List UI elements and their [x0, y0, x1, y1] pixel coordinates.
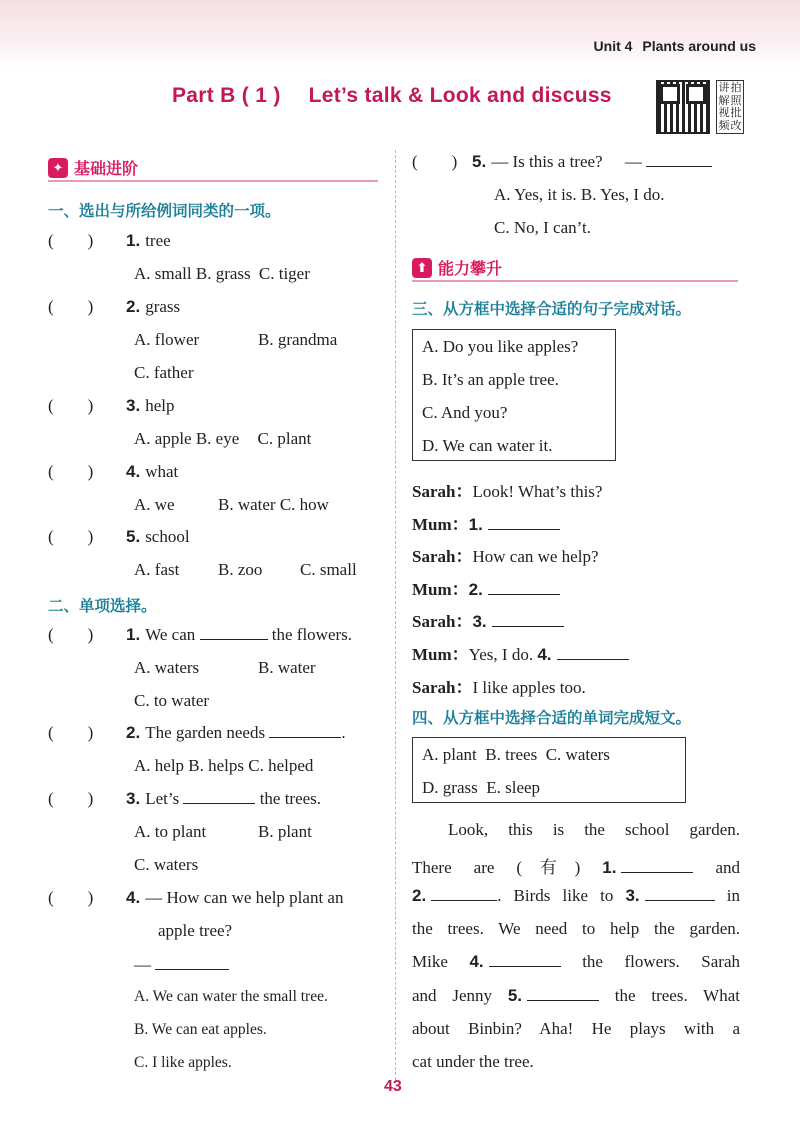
unit-label [594, 38, 756, 54]
q2-3: ( ) 3. Let’s the trees. [48, 789, 322, 808]
dialogue-line-3: Sarah：How can we help? [412, 547, 599, 566]
qr-code-icon[interactable] [656, 80, 710, 134]
passage-line-4: the trees. We need to help the garden. [412, 919, 740, 938]
unit-title: Plants around us [642, 38, 756, 54]
q2-2-options: A. help B. helps C. helped [134, 756, 314, 775]
passage-line-3: 2. . Birds like to 3. in [412, 886, 741, 905]
qr-caption: 讲拍解照视批频改 [716, 80, 744, 134]
q2-4-option-a: A. We can water the small tree. [134, 988, 328, 1005]
passage-line-2: There are (有) 1. and [412, 858, 741, 877]
section-1-title: 一、选出与所给例词同类的一项。 [48, 202, 281, 220]
passage-line-7: about Binbin? Aha! He plays with a [412, 1019, 740, 1038]
section-badge-basic: ✦ 基础进阶 [48, 156, 138, 179]
dialogue-line-6: Mum：Yes, I do. 4. [412, 640, 629, 665]
box-option-a: A. Do you like apples? [422, 337, 579, 356]
dialogue-line-7: Sarah：I like apples too. [412, 678, 586, 697]
q2-3-options: A. to plant B. plant [134, 822, 312, 841]
word-choice-box [412, 737, 686, 803]
q2-4-option-c: C. I like apples. [134, 1054, 232, 1071]
section-badge-ability: ⬆ 能力攀升 [412, 256, 502, 279]
section-4-title: 四、从方框中选择合适的单词完成短文。 [412, 709, 692, 727]
q2-5: ( ) 5. — Is this a tree? — [412, 152, 712, 172]
q1-3: ( ) 3. help [48, 396, 175, 415]
q1-2-options: A. flower B. grandma [134, 330, 338, 349]
q2-4-option-b: B. We can eat apples. [134, 1021, 267, 1038]
q2-4-line2: apple tree? [158, 921, 233, 940]
passage-line-8: cat under the tree. [412, 1052, 534, 1071]
lesson-name: Let’s talk & Look and discuss [308, 84, 612, 107]
dialogue-line-4: Mum：2. [412, 575, 560, 600]
word-box-row-1: A. plant B. trees C. waters [422, 745, 610, 764]
q1-2: ( ) 2. grass [48, 297, 181, 316]
q2-1-options: A. waters B. water [134, 658, 316, 677]
section-2-title: 二、单项选择。 [48, 597, 157, 615]
q1-5: ( ) 5. school [48, 527, 190, 546]
box-option-c: C. And you? [422, 403, 508, 422]
q1-5-options: A. fast B. zoo C. small [134, 560, 357, 579]
column-divider [395, 150, 396, 1080]
q2-1: ( ) 1. We can the flowers. [48, 625, 353, 644]
q1-2-option-c: C. father [134, 363, 194, 382]
part-label: Part B ( 1 ) [172, 84, 281, 107]
unit-number: Unit 4 [593, 38, 633, 54]
q1-1-options: A. small B. grass C. tiger [134, 264, 310, 283]
q1-4-options: A. we B. water C. how [134, 495, 329, 514]
page-number: 43 [384, 1078, 402, 1095]
badge-underline [412, 280, 738, 282]
passage-line-5: Mike 4. the flowers. Sarah [412, 952, 741, 971]
passage-line-6: and Jenny 5. the trees. What [412, 986, 741, 1005]
q2-4-answer: — [134, 955, 229, 975]
header-band [0, 0, 800, 68]
q2-4: ( ) 4. — How can we help plant an [48, 888, 344, 907]
word-box-row-2: D. grass E. sleep [422, 778, 541, 797]
q2-5-options: A. Yes, it is. B. Yes, I do. [494, 185, 665, 204]
dialogue-line-1: Sarah：Look! What’s this? [412, 482, 603, 501]
q2-3-option-c: C. waters [134, 855, 199, 874]
runner-icon: ✦ [48, 158, 68, 178]
q2-1-option-c: C. to water [134, 691, 210, 710]
box-option-b: B. It’s an apple tree. [422, 370, 559, 389]
q2-5-option-c: C. No, I can’t. [494, 218, 591, 237]
passage-line-1: Look, this is the school garden. [448, 820, 740, 839]
q1-4: ( ) 4. what [48, 462, 179, 481]
dialogue-line-5: Sarah：3. [412, 607, 564, 632]
q1-1: ( ) 1. tree [48, 231, 171, 250]
page-title [172, 84, 612, 108]
sentence-choice-box [412, 329, 616, 461]
q2-2: ( ) 2. The garden needs . [48, 723, 346, 742]
badge-underline [48, 180, 378, 182]
climb-icon: ⬆ [412, 258, 432, 278]
section-3-title: 三、从方框中选择合适的句子完成对话。 [412, 300, 692, 318]
dialogue-line-2: Mum：1. [412, 510, 560, 535]
box-option-d: D. We can water it. [422, 436, 553, 455]
q1-3-options: A. apple B. eye C. plant [134, 429, 312, 448]
